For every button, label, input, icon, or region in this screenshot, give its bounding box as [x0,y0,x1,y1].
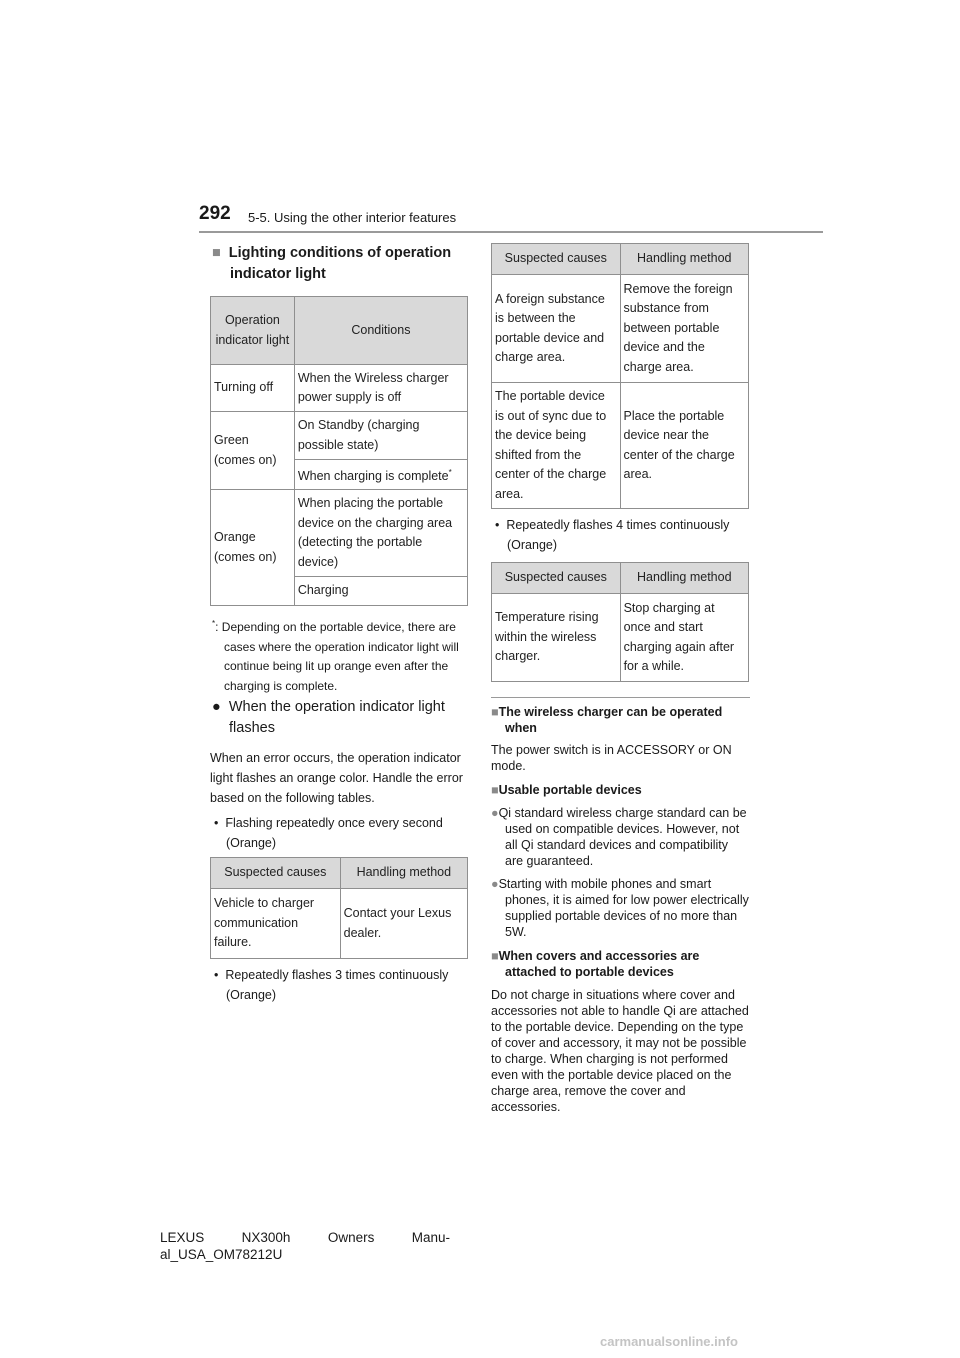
column-header: Handling method [620,563,748,594]
table-cell: On Standby (charging possible state) [294,412,467,460]
info-paragraph: The power switch is in ACCESSORY or ON mode. [491,743,732,773]
table-cell: When placing the portable device on the charging area (detecting the portable device) [294,490,467,577]
info-heading-text: The wireless charger can be operated when [498,705,723,735]
square-bullet-icon: ■ [212,245,221,261]
table-cell: The portable device is out of sync due to the device being shifted from the center of the charge area. [492,383,621,509]
table-cell: Remove the foreign substance from between portable device and the charge area. [620,275,749,383]
square-bullet-icon: ■ [491,949,499,963]
footer-line [160,1229,450,1246]
indicator-light-table [210,296,468,606]
footnote-mark: * [212,619,216,628]
bullet-text: Flashing repeatedly once every second (Orange) [225,816,443,850]
dot-icon: • [495,518,507,532]
footer-word: NX300h [241,1230,291,1245]
info-heading-text: When covers and accessories are attached to portable devices [498,949,700,979]
square-bullet-icon: ■ [491,705,499,719]
footer-word: Owners [327,1230,375,1245]
bullet-item [212,965,474,1005]
table-cell: Contact your Lexus dealer. [340,889,467,959]
circle-bullet-icon: ● [491,806,499,820]
column-header: Handling method [340,858,467,889]
footer-word: Manu- [411,1230,450,1245]
info-paragraph: Do not charge in situations where cover and accessories not able to handle Qi are attached to the portable device. Depending on the type of cover and accessory, it may not be possible to charge. When charging is not performed even with the portable device placed on the charge area, remove the cover and accessories. [491,988,749,1114]
flash-heading [212,697,468,739]
column-header: Suspected causes [492,563,621,594]
bullet-item [493,515,755,555]
footer [160,1229,450,1263]
page-number: 292 [199,203,231,224]
bullet-item [212,813,474,853]
info-bullet-text: Starting with mobile phones and smart phones, it is aimed for low power electrically supplied portable devices of no more than 5W. [498,877,749,939]
footnote-mark: * [448,467,452,477]
footer-line: al_USA_OM78212U [160,1247,283,1262]
circle-bullet-icon: ● [212,699,229,715]
bullet-text: Repeatedly flashes 4 times continuously (Orange) [506,518,730,552]
four-times-table [491,562,749,682]
dot-icon: • [214,968,226,982]
three-times-table [491,243,749,509]
square-bullet-icon: ■ [491,783,499,797]
heading-text: Lighting conditions of operation indicator light [228,245,452,282]
table-cell: Temperature rising within the wireless charger. [492,594,621,682]
table-cell: Place the portable device near the center of the charge area. [620,383,749,509]
column-header: Conditions [294,297,467,365]
column-header: Handling method [620,244,749,275]
cell-text: When charging is complete [297,468,449,483]
info-heading-text: Usable portable devices [498,783,642,797]
watermark: carmanualsonline.info [600,1334,738,1349]
info-bullet [491,805,749,869]
table-cell: Charging [294,577,467,606]
footnote [212,614,468,696]
flash-paragraph: When an error occurs, the operation indicator light flashes an orange color. Handle the error based on the following tables. [210,751,463,805]
table-cell: Turning off [211,365,295,412]
circle-bullet-icon: ● [491,877,499,891]
column-header: Suspected causes [492,244,621,275]
column-header: Operation indicator light [211,297,295,365]
section-title: 5-5. Using the other interior features [248,210,457,225]
header-divider [199,231,823,233]
heading-text: When the operation indicator light flashes [228,699,445,736]
table-cell [294,460,467,490]
once-every-second-table [210,857,468,959]
info-bullet-text: Qi standard wireless charge standard can be used on compatible devices. However, not all Qi standard devices and compatibility are guaranteed. [498,806,747,868]
info-heading [491,704,749,736]
info-heading [491,782,749,798]
footer-word: LEXUS [160,1230,205,1245]
table-cell: Stop charging at once and start charging again after for a while. [620,594,748,682]
info-divider [491,697,750,698]
lighting-conditions-heading [212,243,468,285]
info-bullet [491,876,749,940]
table-cell: When the Wireless charger power supply is off [294,365,467,412]
footnote-text: : Depending on the portable device, there are cases where the operation indicator light will continue being lit up orange even after the charging is complete. [215,620,459,693]
column-header: Suspected causes [211,858,341,889]
table-cell: Orange (comes on) [211,490,295,606]
bullet-text: Repeatedly flashes 3 times continuously (Orange) [225,968,449,1002]
table-cell: Green (comes on) [211,412,295,490]
table-cell: A foreign substance is between the portable device and charge area. [492,275,621,383]
info-heading [491,948,749,980]
dot-icon: • [214,816,226,830]
table-cell: Vehicle to charger communication failure. [211,889,341,959]
